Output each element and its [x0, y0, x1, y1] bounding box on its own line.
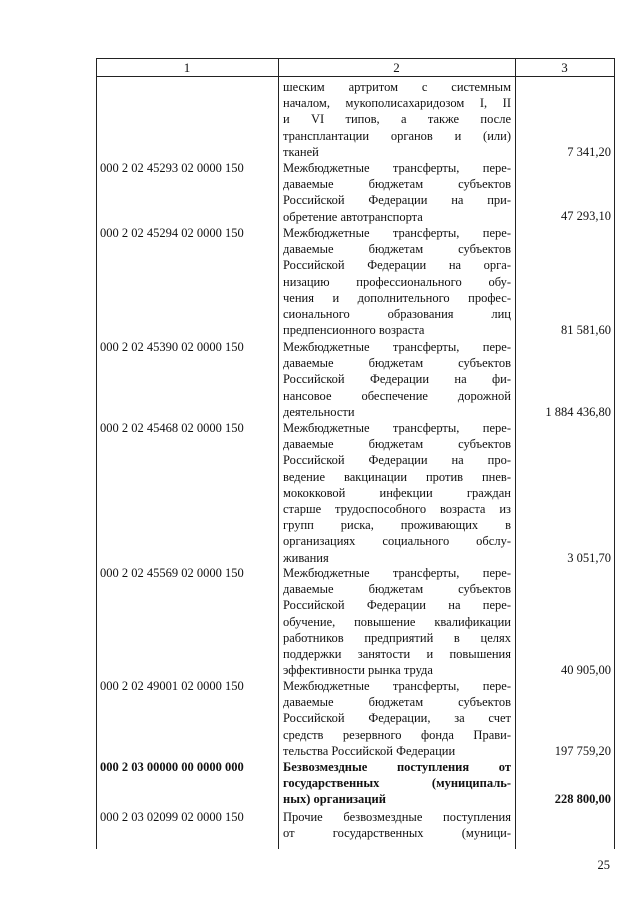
table-border-left [96, 59, 97, 849]
row-amount: 228 800,00 [554, 792, 611, 806]
table-border-right [614, 59, 615, 849]
row-description: Межбюджетные трансферты, пере- даваемые бюджетам субъектов Российской Федерации на фи- нансовое обеспечение дорожной деятельности [283, 340, 511, 419]
row-code: 000 2 02 45390 02 0000 150 [100, 340, 244, 354]
row-amount: 40 905,00 [561, 663, 611, 677]
row-code: 000 2 02 45569 02 0000 150 [100, 566, 244, 580]
row-code: 000 2 03 00000 00 0000 000 [100, 760, 244, 774]
budget-table [96, 58, 615, 849]
column-divider-2 [515, 59, 516, 849]
header-col-2: 2 [393, 60, 400, 75]
row-description: Прочие безвозмездные поступления от государственных (муници- [283, 810, 511, 841]
row-code: 000 2 02 45468 02 0000 150 [100, 421, 244, 435]
page-number: 25 [597, 858, 610, 872]
row-description: Межбюджетные трансферты, пере- даваемые бюджетам субъектов Российской Федерации на орга- низацию профессионального обу- чения и дополнительного профес- сионального образования лиц предпенсионного возраста [283, 226, 511, 338]
row-amount: 3 051,70 [567, 551, 611, 565]
row-amount: 47 293,10 [561, 209, 611, 223]
row-description: Безвозмездные поступления от государственных (муниципаль- ных) организаций [283, 760, 511, 807]
row-description: шеским артритом с системным началом, мукополисахаридозом I, II и VI типов, а также после трансплантации органов и (или) тканей [283, 80, 511, 159]
row-code: 000 2 02 45293 02 0000 150 [100, 161, 244, 175]
header-col-1: 1 [183, 60, 191, 75]
row-code: 000 2 02 45294 02 0000 150 [100, 226, 244, 240]
row-amount: 81 581,60 [561, 323, 611, 337]
header-col-3: 3 [561, 60, 568, 75]
row-description: Межбюджетные трансферты, пере- даваемые бюджетам субъектов Российской Федерации, за счет средств резервного фонда Прави- тельства Российской Федерации [283, 679, 511, 758]
column-divider-1 [278, 59, 279, 849]
row-amount: 7 341,20 [567, 145, 611, 159]
row-description: Межбюджетные трансферты, пере- даваемые бюджетам субъектов Российской Федерации на при- обретение автотранспорта [283, 161, 511, 224]
header-divider [96, 76, 615, 77]
row-code: 000 2 03 02099 02 0000 150 [100, 810, 244, 824]
row-amount: 1 884 436,80 [545, 405, 611, 419]
row-code: 000 2 02 49001 02 0000 150 [100, 679, 244, 693]
row-amount: 197 759,20 [554, 744, 611, 758]
row-description: Межбюджетные трансферты, пере- даваемые бюджетам субъектов Российской Федерации на пере- обучение, повышение квалификации работников предприятий в целях поддержки занятости и повышения эффективности рынка труда [283, 566, 511, 678]
row-description: Межбюджетные трансферты, пере- даваемые бюджетам субъектов Российской Федерации на про- ведение вакцинации против пнев- мококковой инфекции граждан старше трудоспособного возраста из групп риска, проживающих в организациях социального обслу- живания [283, 421, 511, 565]
